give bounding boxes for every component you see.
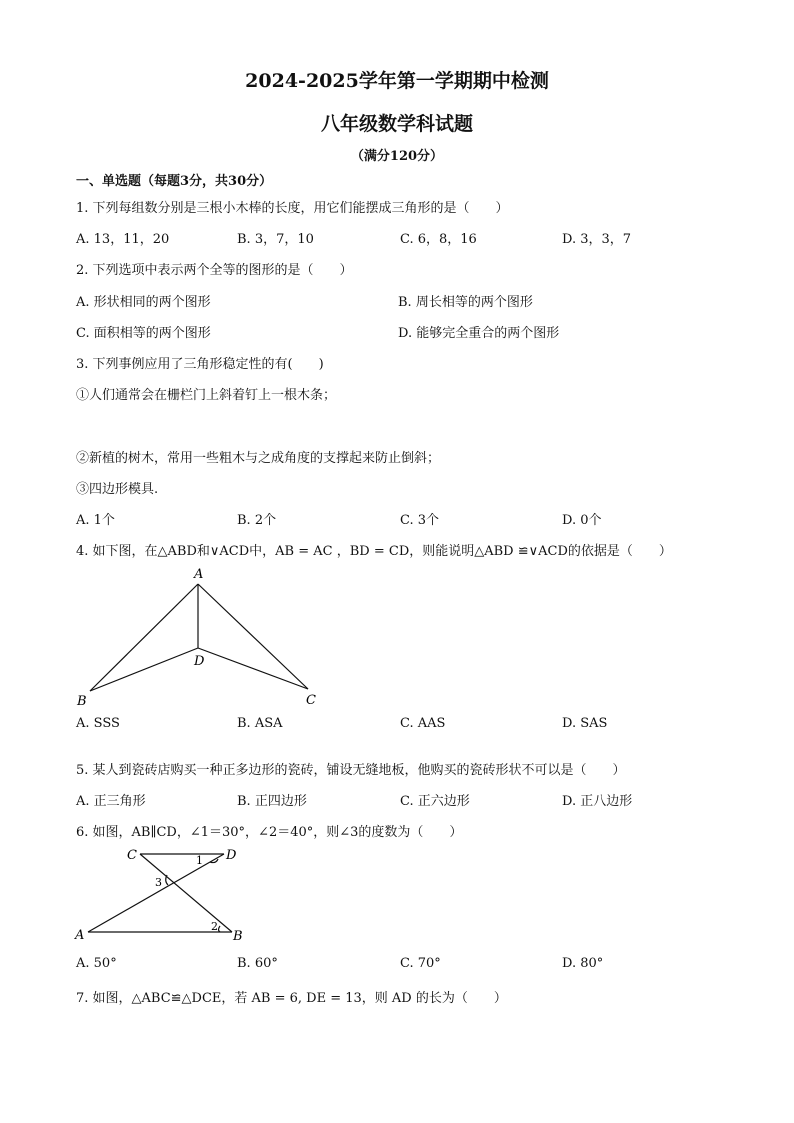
q4-option-c: C. AAS: [400, 716, 446, 731]
angle-3-label: 3: [155, 876, 162, 889]
q1-option-c: C. 6，8，16: [400, 232, 477, 247]
q2-option-d: D. 能够完全重合的两个图形: [398, 326, 560, 341]
question-2-stem: 2. 下列选项中表示两个全等的图形的是（ ）: [76, 263, 353, 278]
q4-option-d: D. SAS: [562, 716, 608, 731]
angle-3-arc: [166, 875, 168, 885]
exam-subject: 八年级数学科试题: [320, 113, 473, 135]
q3-item-3: ③四边形模具.: [76, 482, 159, 497]
point-a-label: A: [75, 928, 85, 943]
angle-1-label: 1: [196, 854, 203, 867]
q3-option-d: D. 0个: [562, 513, 602, 528]
q5-option-b: B. 正四边形: [237, 794, 307, 809]
point-d-label: D: [194, 654, 205, 669]
question-4-stem: 4. 如下图，在△ABD和∨ACD中，AB = AC ，BD = CD，则能说明△ABD ≌∨ACD的依据是（ ）: [76, 544, 672, 559]
q4-option-a: A. SSS: [76, 716, 120, 731]
segment-ac: [198, 584, 308, 689]
exam-title: 2024-2025学年第一学期期中检测: [245, 70, 549, 92]
line-da: [88, 854, 224, 932]
question-5-stem: 5. 某人到瓷砖店购买一种正多边形的瓷砖，铺设无缝地板，他购买的瓷砖形状不可以是（ ）: [76, 763, 626, 778]
q1-option-a: A. 13，11，20: [76, 232, 170, 247]
q6-parallel-lines-figure: [70, 842, 260, 947]
point-b-label: B: [233, 929, 243, 944]
question-6-stem: 6. 如图，AB∥CD，∠1＝30°，∠2＝40°，则∠3的度数为（ ）: [76, 825, 463, 840]
segment-ab: [90, 584, 198, 691]
q1-option-d: D. 3，3，7: [562, 232, 632, 247]
question-1-stem: 1. 下列每组数分别是三根小木棒的长度，用它们能摆成三角形的是（ ）: [76, 201, 509, 216]
q4-triangle-figure: [70, 562, 330, 712]
question-7-stem: 7. 如图，△ABC≌△DCE，若 AB = 6, DE = 13，则 AD 的长为（ ）: [76, 991, 507, 1006]
q6-option-d: D. 80°: [562, 956, 604, 971]
q3-item-2: ②新植的树木，常用一些粗木与之成角度的支撑起来防止倒斜；: [76, 451, 441, 466]
q4-option-b: B. ASA: [237, 716, 283, 731]
q6-option-b: B. 60°: [237, 956, 278, 971]
point-c-label: C: [127, 848, 137, 863]
q6-option-c: C. 70°: [400, 956, 441, 971]
q2-option-b: B. 周长相等的两个图形: [398, 295, 533, 310]
point-b-label: B: [77, 694, 87, 709]
q3-option-b: B. 2个: [237, 513, 277, 528]
q2-option-a: A. 形状相同的两个图形: [76, 295, 211, 310]
angle-2-label: 2: [211, 920, 218, 933]
angle-2-arc: [219, 926, 221, 932]
q3-option-c: C. 3个: [400, 513, 440, 528]
point-c-label: C: [306, 693, 316, 708]
point-d-label: D: [226, 848, 237, 863]
q5-option-a: A. 正三角形: [76, 794, 146, 809]
question-3-stem: 3. 下列事例应用了三角形稳定性的有( ): [76, 357, 324, 372]
q3-option-a: A. 1个: [76, 513, 115, 528]
point-a-label: A: [194, 567, 204, 582]
q1-option-b: B. 3，7，10: [237, 232, 314, 247]
q3-item-1: ①人们通常会在栅栏门上斜着钉上一根木条；: [76, 388, 337, 403]
segment-bd: [90, 648, 198, 691]
segment-cd: [198, 648, 308, 689]
q2-option-c: C. 面积相等的两个图形: [76, 326, 211, 341]
q6-option-a: A. 50°: [76, 956, 117, 971]
q5-option-c: C. 正六边形: [400, 794, 470, 809]
line-cb: [140, 854, 232, 932]
full-score: （满分120分）: [350, 149, 444, 164]
section-heading: 一、单选题（每题3分，共30分）: [76, 174, 273, 189]
q5-option-d: D. 正八边形: [562, 794, 633, 809]
